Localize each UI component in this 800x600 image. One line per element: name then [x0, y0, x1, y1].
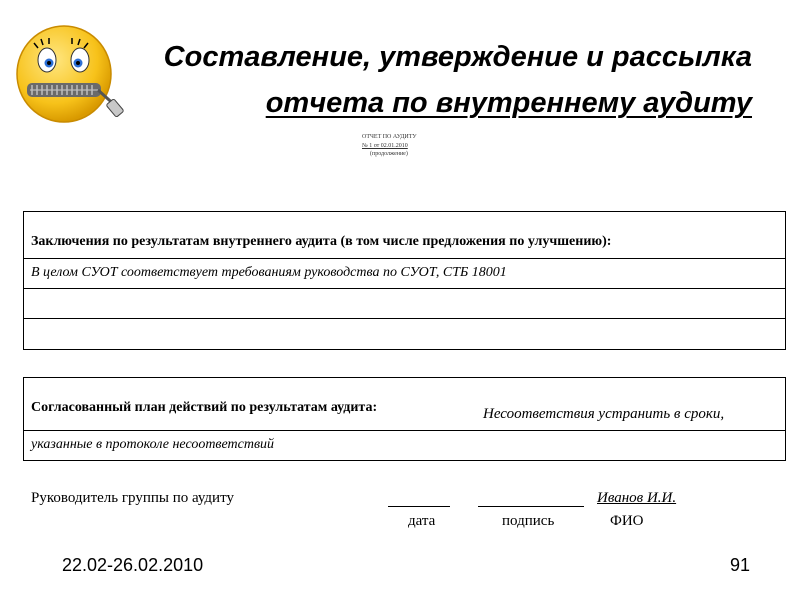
conclusions-row-1-text: В целом СУОТ соответствует требованиям руководства по СУОТ, СТБ 18001 [31, 265, 507, 280]
conclusions-row-2 [24, 288, 785, 289]
signature-caption: подпись [502, 513, 555, 529]
signature-line [478, 506, 584, 507]
zipped-mouth-smiley-icon [10, 16, 128, 126]
conclusions-row-1 [24, 258, 785, 280]
report-note: (продолжение) [370, 151, 408, 157]
action-plan-heading: Согласованный план действий по результатам аудита: [31, 400, 378, 415]
conclusions-box [23, 211, 786, 350]
report-number: № 1 от 02.01.2010 [362, 143, 408, 149]
footer-date-range: 22.02-26.02.2010 [62, 555, 204, 575]
signature-role: Руководитель группы по аудиту [31, 490, 234, 506]
page-number: 91 [730, 555, 751, 575]
page-title-line-1: Составление, утверждение и рассылка [163, 41, 752, 73]
date-line [388, 506, 450, 507]
page-title-line-2: отчета по внутреннему аудиту [265, 87, 752, 119]
conclusions-row-3 [24, 318, 785, 319]
action-plan-text: Несоответствия устранить в сроки, [483, 406, 725, 422]
name-caption: ФИО [610, 513, 644, 529]
action-plan-continuation: указанные в протоколе несоответствий [31, 437, 275, 452]
action-plan-box [23, 377, 786, 461]
conclusions-heading: Заключения по результатам внутреннего аудита (в том числе предложения по улучшению): [31, 234, 612, 249]
date-caption: дата [408, 513, 436, 529]
report-label: ОТЧЕТ ПО АУДИТУ [362, 134, 417, 140]
signature-name: Иванов И.И. [597, 490, 677, 506]
action-plan-row [24, 430, 785, 452]
